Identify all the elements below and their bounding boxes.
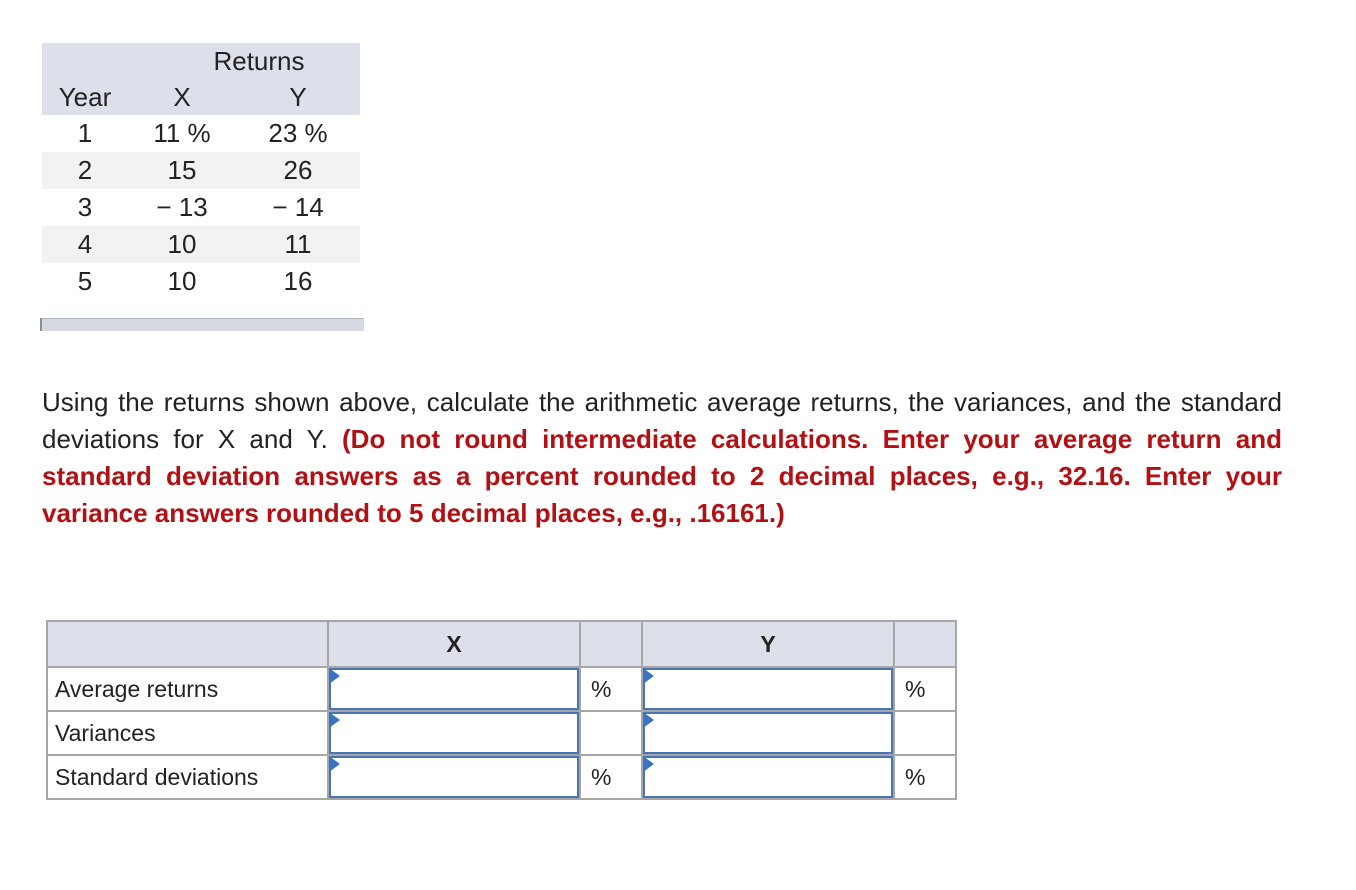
answer-header-blank xyxy=(47,621,328,667)
x-return-cell: 10 xyxy=(167,229,197,259)
returns-row xyxy=(42,226,360,263)
returns-row xyxy=(42,263,360,300)
unit-label: % xyxy=(580,667,642,711)
x-header: X xyxy=(173,81,191,112)
year-cell: 4 xyxy=(77,229,93,259)
input-marker-icon xyxy=(643,756,654,772)
returns-row xyxy=(42,189,360,226)
x-return-cell: 15 xyxy=(167,155,197,185)
year-cell: 5 xyxy=(77,266,93,296)
input-marker-icon xyxy=(329,712,340,728)
variance-y-input[interactable] xyxy=(643,712,893,754)
average-return-y-input[interactable] xyxy=(643,668,893,710)
y-return-cell: − 14 xyxy=(272,192,324,222)
answer-row-variances xyxy=(47,711,956,755)
answer-table xyxy=(46,620,957,800)
y-header: Y xyxy=(289,81,307,112)
y-return-cell: 26 xyxy=(283,155,313,185)
year-header: Year xyxy=(58,81,112,112)
returns-row xyxy=(42,115,360,152)
unit-label: % xyxy=(894,755,956,799)
x-return-cell: 11 % xyxy=(153,118,211,148)
unit-label xyxy=(894,711,956,755)
returns-title-row xyxy=(42,43,360,79)
y-return-cell: 11 xyxy=(284,229,312,259)
answer-header-unit-x xyxy=(580,621,642,667)
answer-header-y: Y xyxy=(642,621,894,667)
answer-row-label: Standard deviations xyxy=(47,755,328,799)
returns-header-row xyxy=(42,79,360,115)
y-return-cell: 16 xyxy=(283,266,313,296)
input-marker-icon xyxy=(643,712,654,728)
answer-row-standard-deviations xyxy=(47,755,956,799)
returns-table-edge-marker xyxy=(40,318,42,331)
x-return-cell: − 13 xyxy=(156,192,208,222)
variance-x-input[interactable] xyxy=(329,712,579,754)
returns-row xyxy=(42,152,360,189)
year-cell: 1 xyxy=(77,118,93,148)
answer-header-unit-y xyxy=(894,621,956,667)
year-cell: 3 xyxy=(77,192,93,222)
question-prompt: Using the returns shown above, calculate the arithmetic average returns, the variances, and the standard deviations for X and Y. xyxy=(42,387,1282,454)
input-marker-icon xyxy=(329,668,340,684)
y-return-cell: 23 % xyxy=(268,118,328,148)
question-text xyxy=(42,384,1282,532)
returns-table-scrollbar[interactable] xyxy=(42,318,364,331)
input-marker-icon xyxy=(643,668,654,684)
unit-label xyxy=(580,711,642,755)
question-instructions: (Do not round intermediate calculations. Enter your average return and standard deviation answers as a percent rounded to 2 decimal places, e.g., 32.16. Enter your variance answers rounded to 5 decimal places, e.g., .16161.) xyxy=(42,424,1282,528)
answer-row-label: Variances xyxy=(47,711,328,755)
std-dev-x-input[interactable] xyxy=(329,756,579,798)
answer-row-average-returns xyxy=(47,667,956,711)
unit-label: % xyxy=(580,755,642,799)
unit-label: % xyxy=(894,667,956,711)
x-return-cell: 10 xyxy=(167,266,197,296)
answer-row-label: Average returns xyxy=(47,667,328,711)
std-dev-y-input[interactable] xyxy=(643,756,893,798)
returns-title: Returns xyxy=(213,45,305,76)
input-marker-icon xyxy=(329,756,340,772)
answer-header-row xyxy=(47,621,956,667)
year-cell: 2 xyxy=(77,155,93,185)
returns-table xyxy=(42,43,360,300)
answer-header-x: X xyxy=(328,621,580,667)
average-return-x-input[interactable] xyxy=(329,668,579,710)
